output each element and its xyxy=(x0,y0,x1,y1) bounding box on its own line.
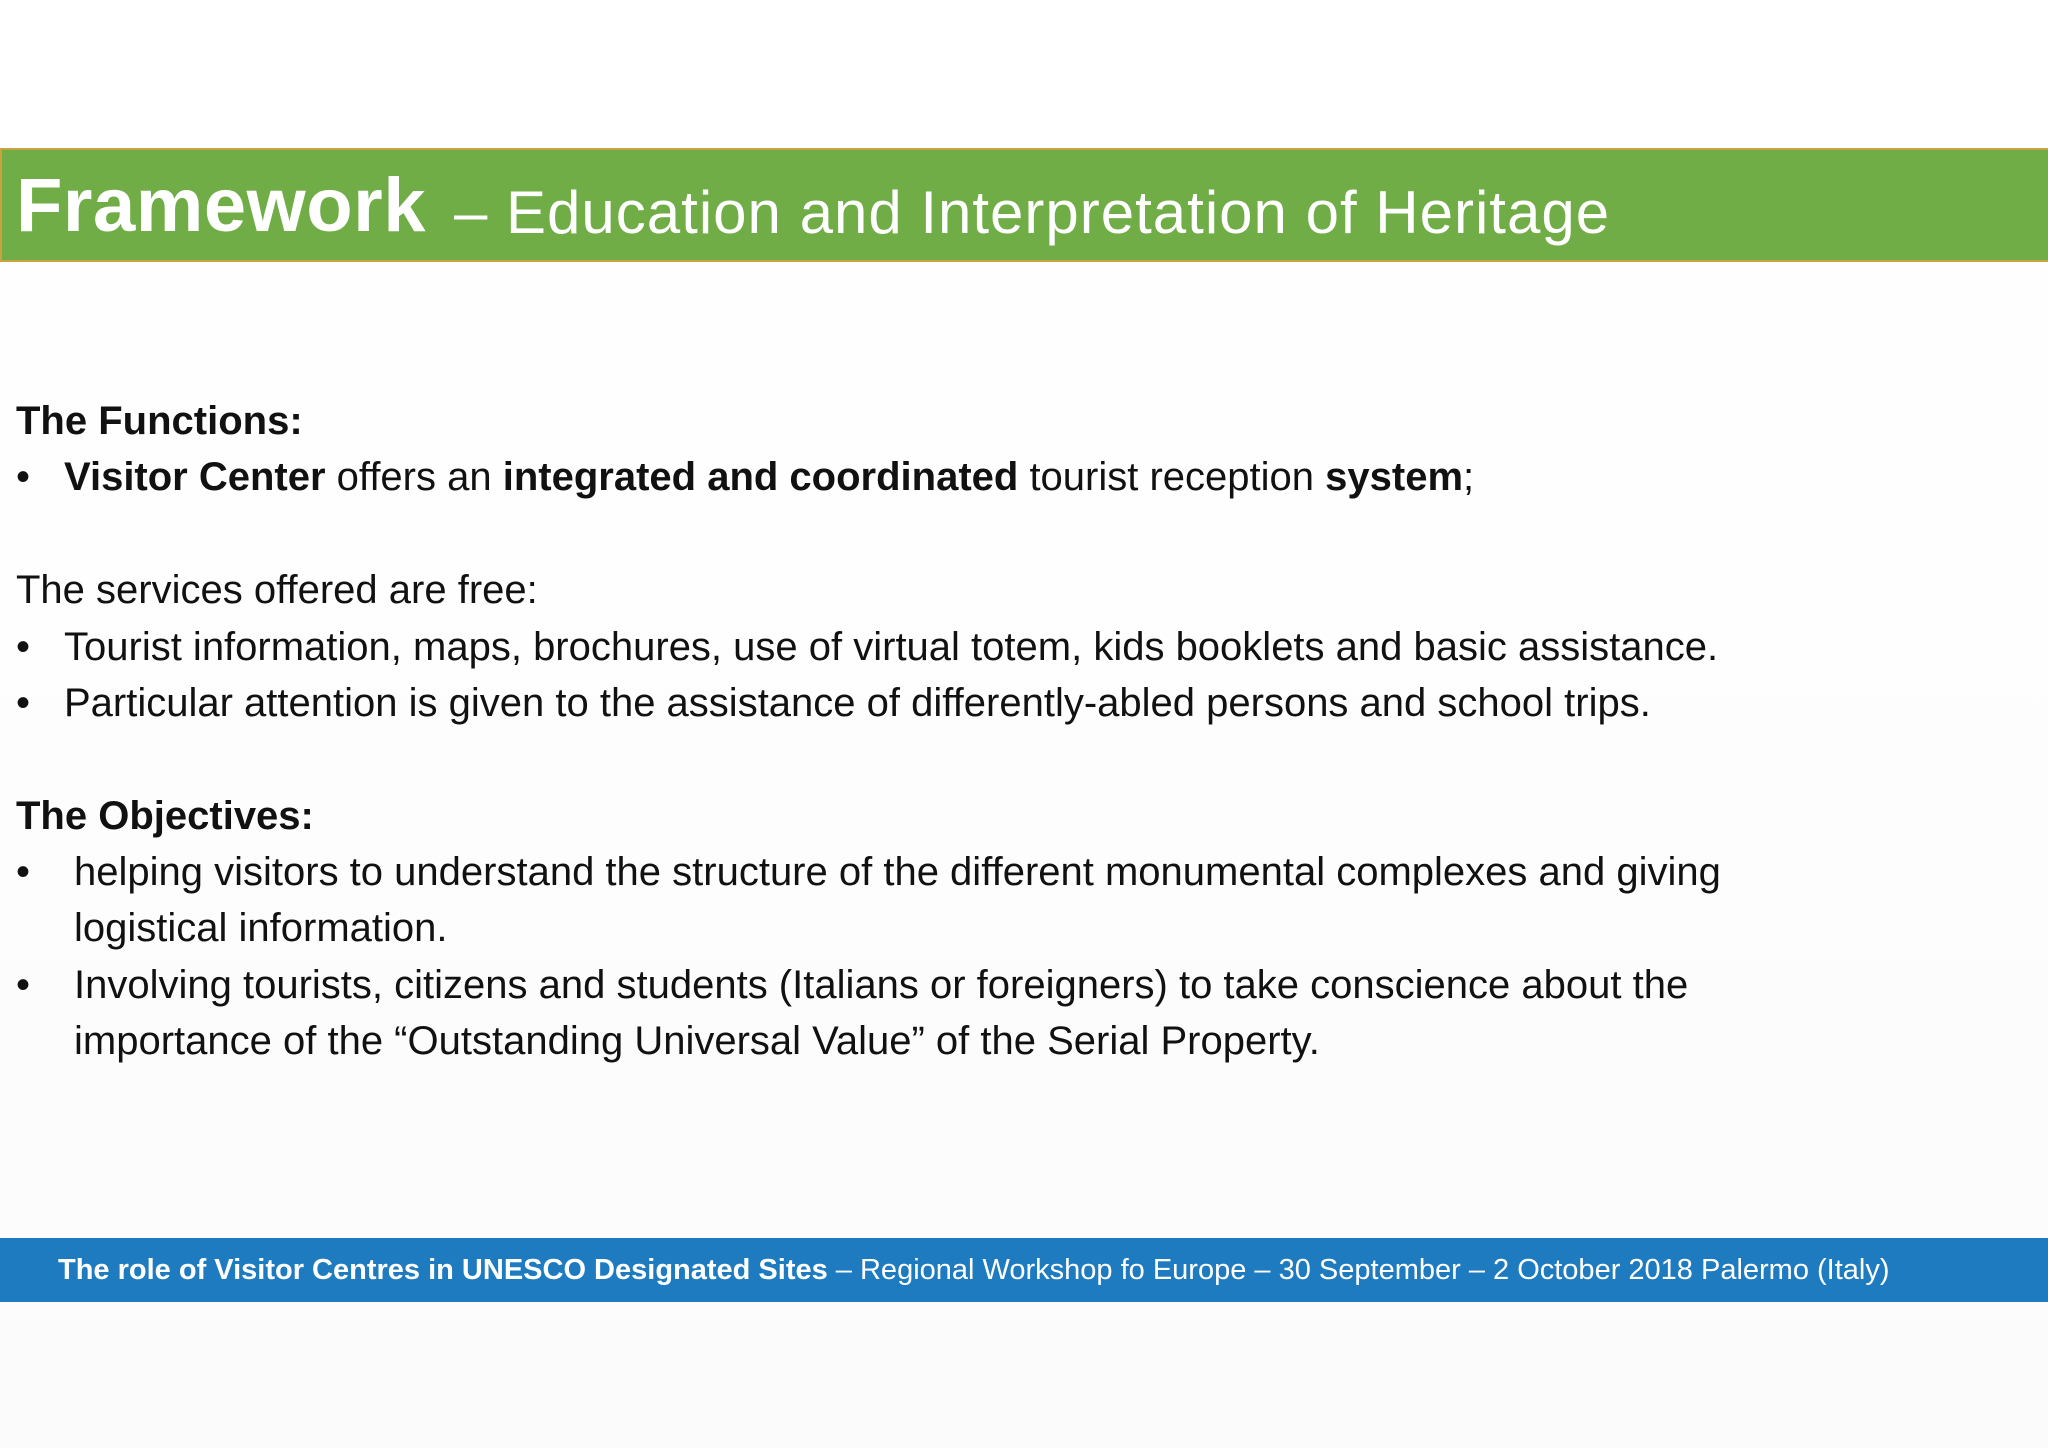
objectives-bullet-1-line-2: logistical information. xyxy=(74,906,448,950)
title-bar xyxy=(0,148,2048,262)
footer-text xyxy=(58,1238,1890,1302)
objectives-bullet-2-line-1: Involving tourists, citizens and students (Italians or foreigners) to take conscience about the xyxy=(74,963,1689,1007)
footer-title: The role of Visitor Centres in UNESCO Designated Sites xyxy=(58,1254,828,1286)
text-bold: system xyxy=(1325,455,1464,499)
bullet-marker: • xyxy=(16,681,31,725)
services-bullet-1: Tourist information, maps, brochures, use of virtual totem, kids booklets and basic assistance. xyxy=(64,625,1719,669)
text-plain: offers an xyxy=(325,455,503,499)
services-intro: The services offered are free: xyxy=(16,568,538,612)
slide-title-bold: Framework xyxy=(16,163,426,248)
objectives-bullet-2-line-2: importance of the “Outstanding Universal Value” of the Serial Property. xyxy=(74,1019,1320,1063)
services-bullet-2: Particular attention is given to the assistance of differently-abled persons and school trips. xyxy=(64,681,1651,725)
text-bold: Visitor Center xyxy=(64,455,326,499)
footer-bar xyxy=(0,1238,2048,1302)
bullet-marker: • xyxy=(16,963,31,1007)
objectives-heading: The Objectives: xyxy=(16,794,314,838)
bullet-marker: • xyxy=(16,850,31,894)
functions-heading: The Functions: xyxy=(16,399,303,443)
text-bold: integrated and coordinated xyxy=(502,455,1019,499)
text-plain: tourist reception xyxy=(1018,455,1326,499)
objectives-bullet-1-line-1: helping visitors to understand the structure of the different monumental complexes and giving xyxy=(74,850,1721,894)
footer-event: – Regional Workshop fo Europe – 30 September – 2 October 2018 Palermo (Italy) xyxy=(827,1254,1890,1286)
bullet-marker: • xyxy=(16,455,31,499)
slide-title-subtitle: – Education and Interpretation of Heritage xyxy=(454,179,1611,246)
text-plain: ; xyxy=(1463,455,1475,499)
bullet-marker: • xyxy=(16,625,31,669)
functions-bullet xyxy=(64,449,1474,505)
